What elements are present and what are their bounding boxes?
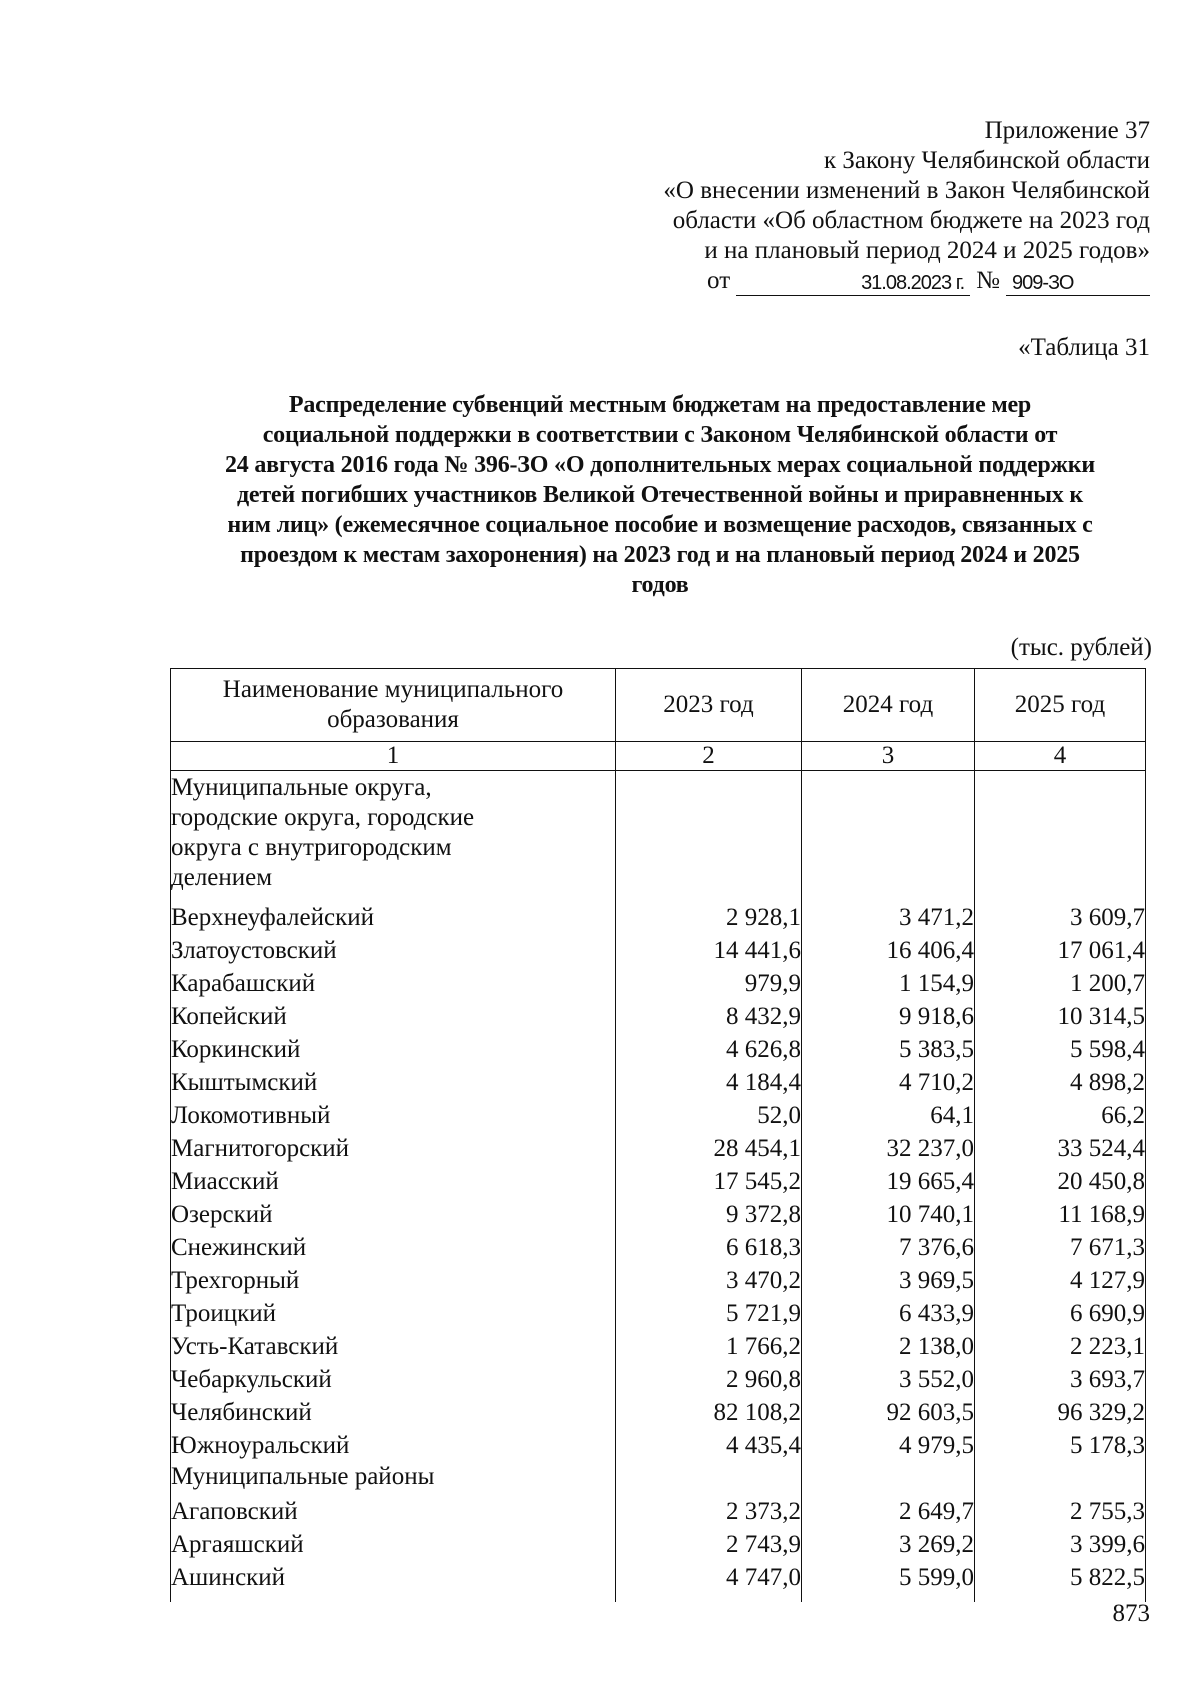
table-row <box>171 1528 1146 1561</box>
value-2024: 10 740,1 <box>802 1198 975 1231</box>
value-2024: 19 665,4 <box>802 1165 975 1198</box>
value-2025: 3 399,6 <box>975 1528 1146 1561</box>
column-number: 2 <box>616 742 802 771</box>
value-2024: 4 710,2 <box>802 1066 975 1099</box>
law-number: 909-ЗО <box>1006 271 1150 296</box>
value-2025: 11 168,9 <box>975 1198 1146 1231</box>
value-2024: 2 138,0 <box>802 1330 975 1363</box>
value-2025: 7 671,3 <box>975 1231 1146 1264</box>
column-number: 4 <box>975 742 1146 771</box>
column-number-row <box>171 742 1146 771</box>
table-row <box>171 967 1146 1000</box>
municipality-name: Снежинский <box>171 1231 616 1264</box>
title-line: проездом к местам захоронения) на 2023 год и на плановый период 2024 и 2025 <box>240 542 1080 568</box>
table-row <box>171 1264 1146 1297</box>
value-2023: 4 435,4 <box>616 1429 802 1462</box>
value-2025: 2 223,1 <box>975 1330 1146 1363</box>
value-2023: 4 184,4 <box>616 1066 802 1099</box>
value-2025: 10 314,5 <box>975 1000 1146 1033</box>
appendix-header <box>550 116 1150 296</box>
value-2023: 14 441,6 <box>616 934 802 967</box>
section-title <box>171 771 616 902</box>
value-2024: 5 599,0 <box>802 1561 975 1594</box>
value-2025: 96 329,2 <box>975 1396 1146 1429</box>
title-line: социальной поддержки в соответствии с Законом Челябинской области от <box>262 422 1058 448</box>
municipality-name: Коркинский <box>171 1033 616 1066</box>
title-line: детей погибших участников Великой Отечественной войны и приравненных к <box>236 482 1084 508</box>
date-prefix: от <box>707 267 731 294</box>
section-title-line: городские округа, городские <box>171 804 475 831</box>
municipality-name: Карабашский <box>171 967 616 1000</box>
value-2024: 3 471,2 <box>802 901 975 934</box>
value-2025: 3 693,7 <box>975 1363 1146 1396</box>
municipality-name: Кыштымский <box>171 1066 616 1099</box>
value-2023: 2 743,9 <box>616 1528 802 1561</box>
appendix-line: Приложение 37 <box>984 117 1150 144</box>
section-header-row <box>171 771 1146 902</box>
municipality-name: Трехгорный <box>171 1264 616 1297</box>
value-2024: 2 649,7 <box>802 1495 975 1528</box>
value-2025: 6 690,9 <box>975 1297 1146 1330</box>
value-2025: 17 061,4 <box>975 934 1146 967</box>
units-label: (тыс. рублей) <box>1010 634 1152 661</box>
municipality-name: Аргаяшский <box>171 1528 616 1561</box>
value-2023: 17 545,2 <box>616 1165 802 1198</box>
value-2024: 5 383,5 <box>802 1033 975 1066</box>
municipality-name: Копейский <box>171 1000 616 1033</box>
table-row <box>171 1396 1146 1429</box>
section-title: Муниципальные районы <box>171 1462 616 1495</box>
value-2023: 1 766,2 <box>616 1330 802 1363</box>
value-2024: 92 603,5 <box>802 1396 975 1429</box>
value-2023: 6 618,3 <box>616 1231 802 1264</box>
value-2024: 7 376,6 <box>802 1231 975 1264</box>
appendix-line: «О внесении изменений в Закон Челябинской <box>663 177 1150 204</box>
value-2025: 4 898,2 <box>975 1066 1146 1099</box>
value-2023: 2 928,1 <box>616 901 802 934</box>
value-2024: 9 918,6 <box>802 1000 975 1033</box>
municipality-name: Магнитогорский <box>171 1132 616 1165</box>
value-2024: 3 552,0 <box>802 1363 975 1396</box>
table-row <box>171 1165 1146 1198</box>
table-label: «Таблица 31 <box>1018 334 1150 361</box>
value-2025: 20 450,8 <box>975 1165 1146 1198</box>
municipality-name: Троицкий <box>171 1297 616 1330</box>
value-2025: 33 524,4 <box>975 1132 1146 1165</box>
section-title-line: делением <box>171 864 273 891</box>
value-2023: 9 372,8 <box>616 1198 802 1231</box>
value-2023: 979,9 <box>616 967 802 1000</box>
value-2023: 8 432,9 <box>616 1000 802 1033</box>
value-2024: 1 154,9 <box>802 967 975 1000</box>
municipality-name: Златоустовский <box>171 934 616 967</box>
table-row <box>171 1330 1146 1363</box>
value-2024: 4 979,5 <box>802 1429 975 1462</box>
municipality-name: Челябинский <box>171 1396 616 1429</box>
value-2025: 2 755,3 <box>975 1495 1146 1528</box>
table-row <box>171 1066 1146 1099</box>
subvention-table <box>170 668 1146 1602</box>
signature-line <box>550 266 1150 296</box>
value-2025: 1 200,7 <box>975 967 1146 1000</box>
municipality-name: Локомотивный <box>171 1099 616 1132</box>
table-row <box>171 1495 1146 1528</box>
title-line: годов <box>631 572 689 598</box>
municipality-name: Озерский <box>171 1198 616 1231</box>
table-row <box>171 1198 1146 1231</box>
header-2025: 2025 год <box>975 669 1146 742</box>
value-2024: 3 969,5 <box>802 1264 975 1297</box>
table-row <box>171 1231 1146 1264</box>
header-municipality: Наименование муниципального образования <box>171 669 616 742</box>
value-2023: 52,0 <box>616 1099 802 1132</box>
column-number: 3 <box>802 742 975 771</box>
table-header-row <box>171 669 1146 742</box>
municipality-name: Верхнеуфалейский <box>171 901 616 934</box>
section-title-line: округа с внутригородским <box>171 834 452 861</box>
table-row <box>171 1297 1146 1330</box>
table-row <box>171 1429 1146 1462</box>
value-2023: 4 626,8 <box>616 1033 802 1066</box>
value-2024: 3 269,2 <box>802 1528 975 1561</box>
municipality-name: Миасский <box>171 1165 616 1198</box>
table-row <box>171 1099 1146 1132</box>
value-2023: 3 470,2 <box>616 1264 802 1297</box>
appendix-line: и на плановый период 2024 и 2025 годов» <box>704 237 1150 264</box>
section-title-line: Муниципальные округа, <box>171 774 432 801</box>
value-2023: 2 373,2 <box>616 1495 802 1528</box>
title-line: 24 августа 2016 года № 396-ЗО «О дополнительных мерах социальной поддержки <box>224 452 1095 478</box>
value-2024: 6 433,9 <box>802 1297 975 1330</box>
appendix-line: области «Об областном бюджете на 2023 год <box>672 207 1150 234</box>
table-row <box>171 934 1146 967</box>
header-2024: 2024 год <box>802 669 975 742</box>
value-2024: 32 237,0 <box>802 1132 975 1165</box>
value-2025: 5 178,3 <box>975 1429 1146 1462</box>
municipality-name: Чебаркульский <box>171 1363 616 1396</box>
appendix-line: к Закону Челябинской области <box>824 147 1150 174</box>
value-2025: 5 822,5 <box>975 1561 1146 1594</box>
value-2023: 5 721,9 <box>616 1297 802 1330</box>
value-2024: 64,1 <box>802 1099 975 1132</box>
value-2025: 66,2 <box>975 1099 1146 1132</box>
title-line: Распределение субвенций местным бюджетам на предоставление мер <box>288 392 1032 418</box>
value-2024: 16 406,4 <box>802 934 975 967</box>
value-2023: 2 960,8 <box>616 1363 802 1396</box>
table-row <box>171 1561 1146 1594</box>
table-row <box>171 1132 1146 1165</box>
table-row <box>171 1033 1146 1066</box>
value-2025: 3 609,7 <box>975 901 1146 934</box>
table-end-spacer <box>171 1594 1146 1602</box>
section-header-row <box>171 1462 1146 1495</box>
page-number: 873 <box>1112 1600 1150 1627</box>
column-number: 1 <box>171 742 616 771</box>
value-2023: 4 747,0 <box>616 1561 802 1594</box>
table-row <box>171 1000 1146 1033</box>
value-2025: 4 127,9 <box>975 1264 1146 1297</box>
title-line: ним лиц» (ежемесячное социальное пособие и возмещение расходов, связанных с <box>227 512 1093 538</box>
table-row <box>171 901 1146 934</box>
header-2023: 2023 год <box>616 669 802 742</box>
law-date: 31.08.2023 г. <box>736 271 970 296</box>
municipality-name: Южноуральский <box>171 1429 616 1462</box>
value-2023: 82 108,2 <box>616 1396 802 1429</box>
table-row <box>171 1363 1146 1396</box>
municipality-name: Усть-Катавский <box>171 1330 616 1363</box>
municipality-name: Агаповский <box>171 1495 616 1528</box>
document-title <box>160 390 1160 600</box>
number-prefix: № <box>976 267 1000 294</box>
value-2023: 28 454,1 <box>616 1132 802 1165</box>
municipality-name: Ашинский <box>171 1561 616 1594</box>
value-2025: 5 598,4 <box>975 1033 1146 1066</box>
